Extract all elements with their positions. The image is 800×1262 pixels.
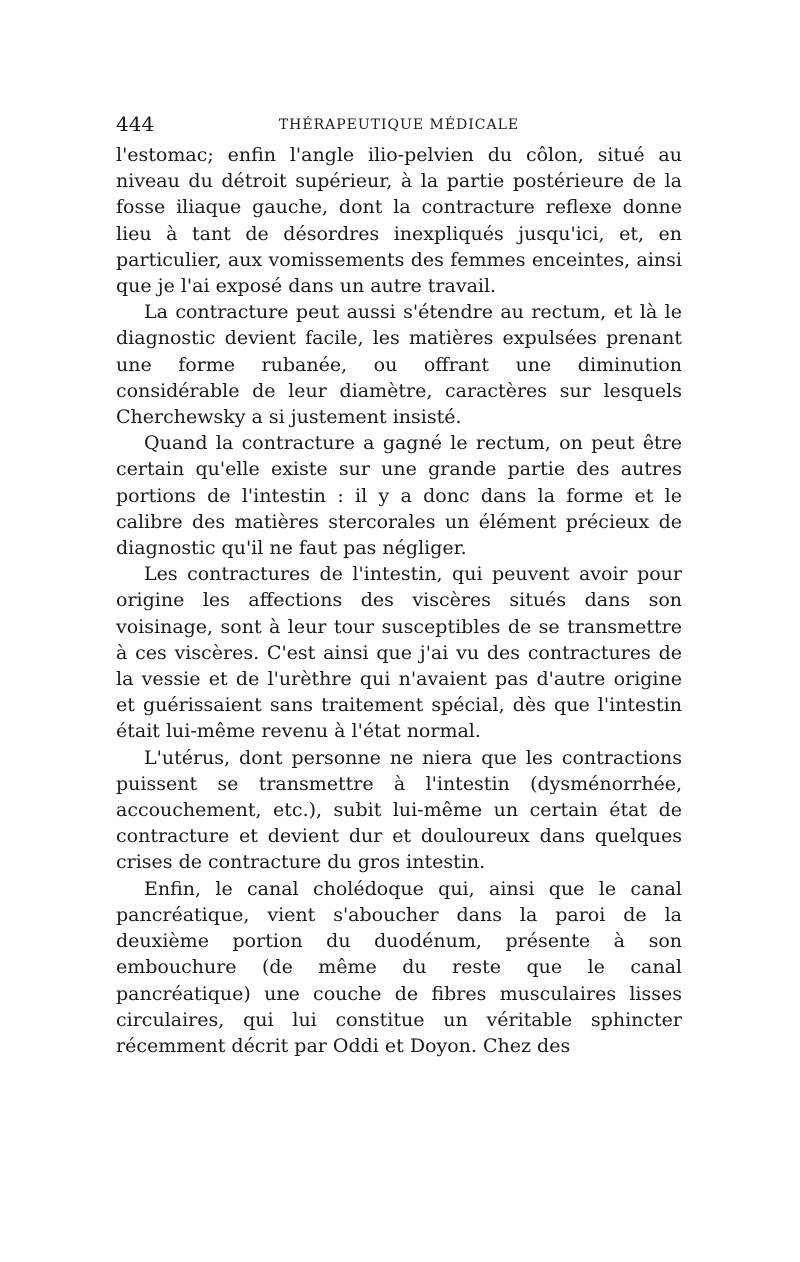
paragraph-4: Les contractures de l'intestin, qui peuvent avoir pour origine les affections des viscères situés dans son voisinage, sont à leur tour susceptibles de se transmettre à ces viscères. C'est ainsi que j'ai vu des contractures de la vessie et de l'urèthre qui n'avaient pas d'autre origine et guérissaient sans traitement spécial, dès que l'intestin était lui-même revenu à l'état normal. [116,563,682,743]
paragraph-6: Enfin, le canal cholédoque qui, ainsi que le canal pancréatique, vient s'aboucher dans la paroi de la deuxième portion du duodénum, présente à son embouchure (de même du reste que le canal pancréatique) une couche de fibres musculaires lisses circulaires, qui lui constitue un véritable sphincter récemment décrit par Oddi et Doyon. Chez des [116,877,682,1057]
body-text [116,142,682,1059]
running-title: THÉRAPEUTIQUE MÉDICALE [278,117,520,133]
paragraph-3: Quand la contracture a gagné le rectum, on peut être certain qu'elle existe sur une grande partie des autres portions de l'intestin : il y a donc dans la forme et le calibre des matières stercorales un élément précieux de diagnostic qu'il ne faut pas négliger. [116,432,682,560]
paragraph-2: La contracture peut aussi s'étendre au rectum, et là le diagnostic devient facile, les matières expulsées prenant une forme rubanée, ou offrant une diminution considérable de leur diamètre, caractères sur lesquels Cherchewsky a si justement insisté. [116,301,682,429]
page-header [116,112,682,142]
paragraph-1: l'estomac; enfin l'angle ilio-pelvien du côlon, situé au niveau du détroit supérieur, à la partie postérieure de la fosse iliaque gauche, dont la contracture reflexe donne lieu à tant de désordres inexpliqués jusqu'ici, et, en particulier, aux vomissements des femmes enceintes, ainsi que je l'ai exposé dans un autre travail. [116,144,682,298]
book-page [116,112,682,1059]
page-number: 444 [116,112,155,136]
paragraph-5: L'utérus, dont personne ne niera que les contractions puissent se transmettre à l'intestin (dysménorrhée, accouchement, etc.), subit lui-même un certain état de contracture et devient dur et douloureux dans quelques crises de contracture du gros intestin. [116,746,682,874]
